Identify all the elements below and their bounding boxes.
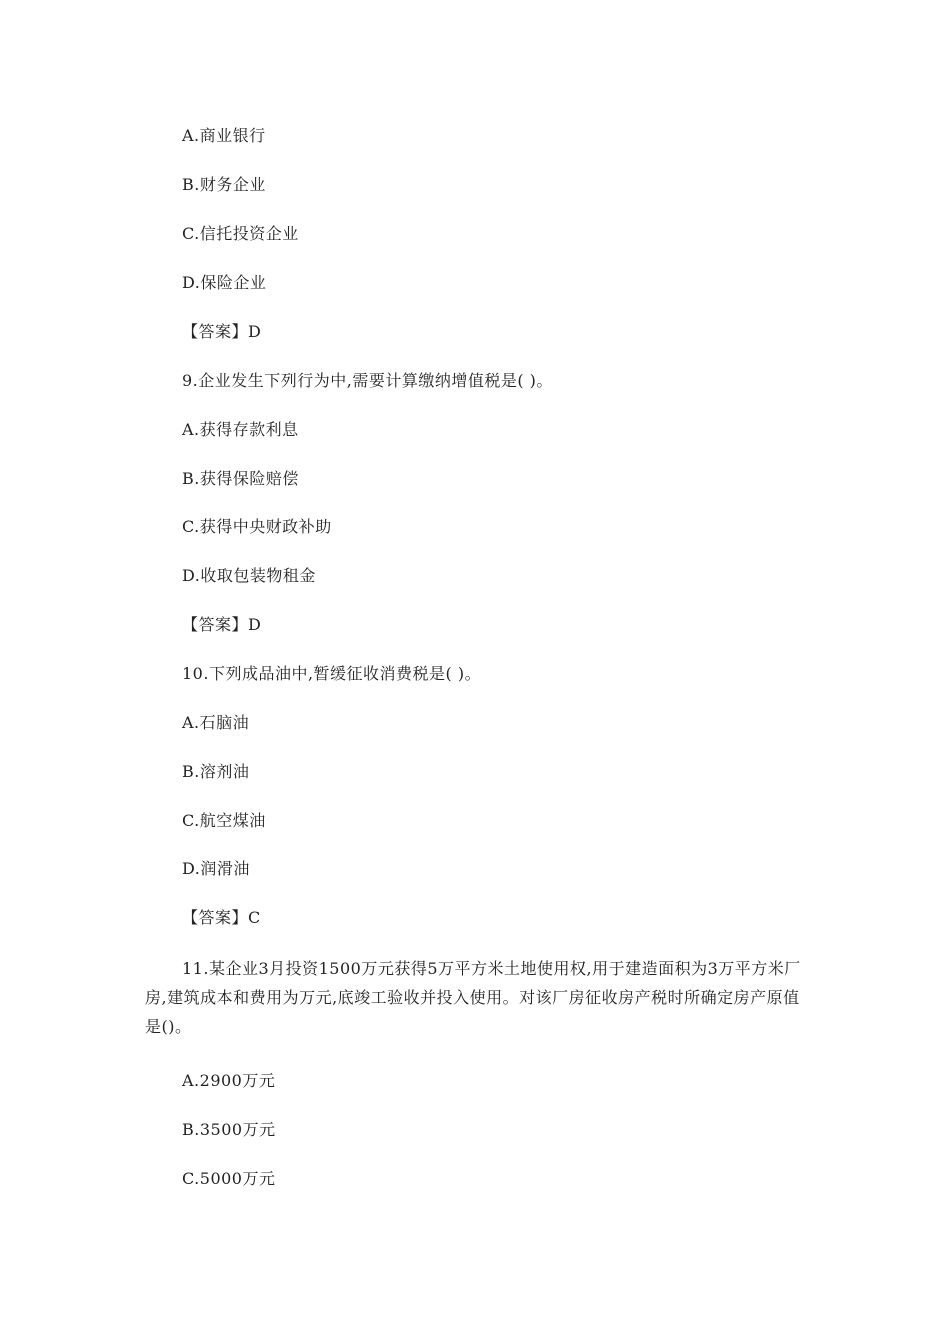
option-text: D.保险企业 (182, 273, 267, 292)
answer-text: 【答案】D (182, 322, 262, 341)
question-stem: 10.下列成品油中,暂缓征收消费税是( )。 (182, 664, 482, 683)
option-text: B.财务企业 (182, 175, 266, 194)
answer-text: 【答案】D (182, 615, 262, 634)
option-text: C.获得中央财政补助 (182, 517, 332, 536)
option-text: C.5000万元 (182, 1169, 276, 1188)
option-text: B.获得保险赔偿 (182, 469, 299, 488)
question-stem: 9.企业发生下列行为中,需要计算缴纳增值税是( )。 (182, 371, 553, 390)
answer-text: 【答案】C (182, 908, 261, 927)
option-text: B.3500万元 (182, 1120, 276, 1139)
option-text: C.航空煤油 (182, 811, 266, 830)
option-text: C.信托投资企业 (182, 224, 299, 243)
option-text: A.2900万元 (182, 1071, 276, 1090)
option-text: A.石脑油 (182, 713, 250, 732)
option-text: D.润滑油 (182, 859, 250, 878)
option-text: B.溶剂油 (182, 762, 250, 781)
question-stem: 11.某企业3月投资1500万元获得5万平方米土地使用权,用于建造面积为3万平方米厂房,建筑成本和费用为万元,底竣工验收并投入使用。对该厂房征收房产税时所确定房产原值是()。 (145, 959, 801, 1036)
option-text: D.收取包装物租金 (182, 566, 316, 585)
option-text: A.获得存款利息 (182, 420, 299, 439)
option-text: A.商业银行 (182, 126, 266, 145)
